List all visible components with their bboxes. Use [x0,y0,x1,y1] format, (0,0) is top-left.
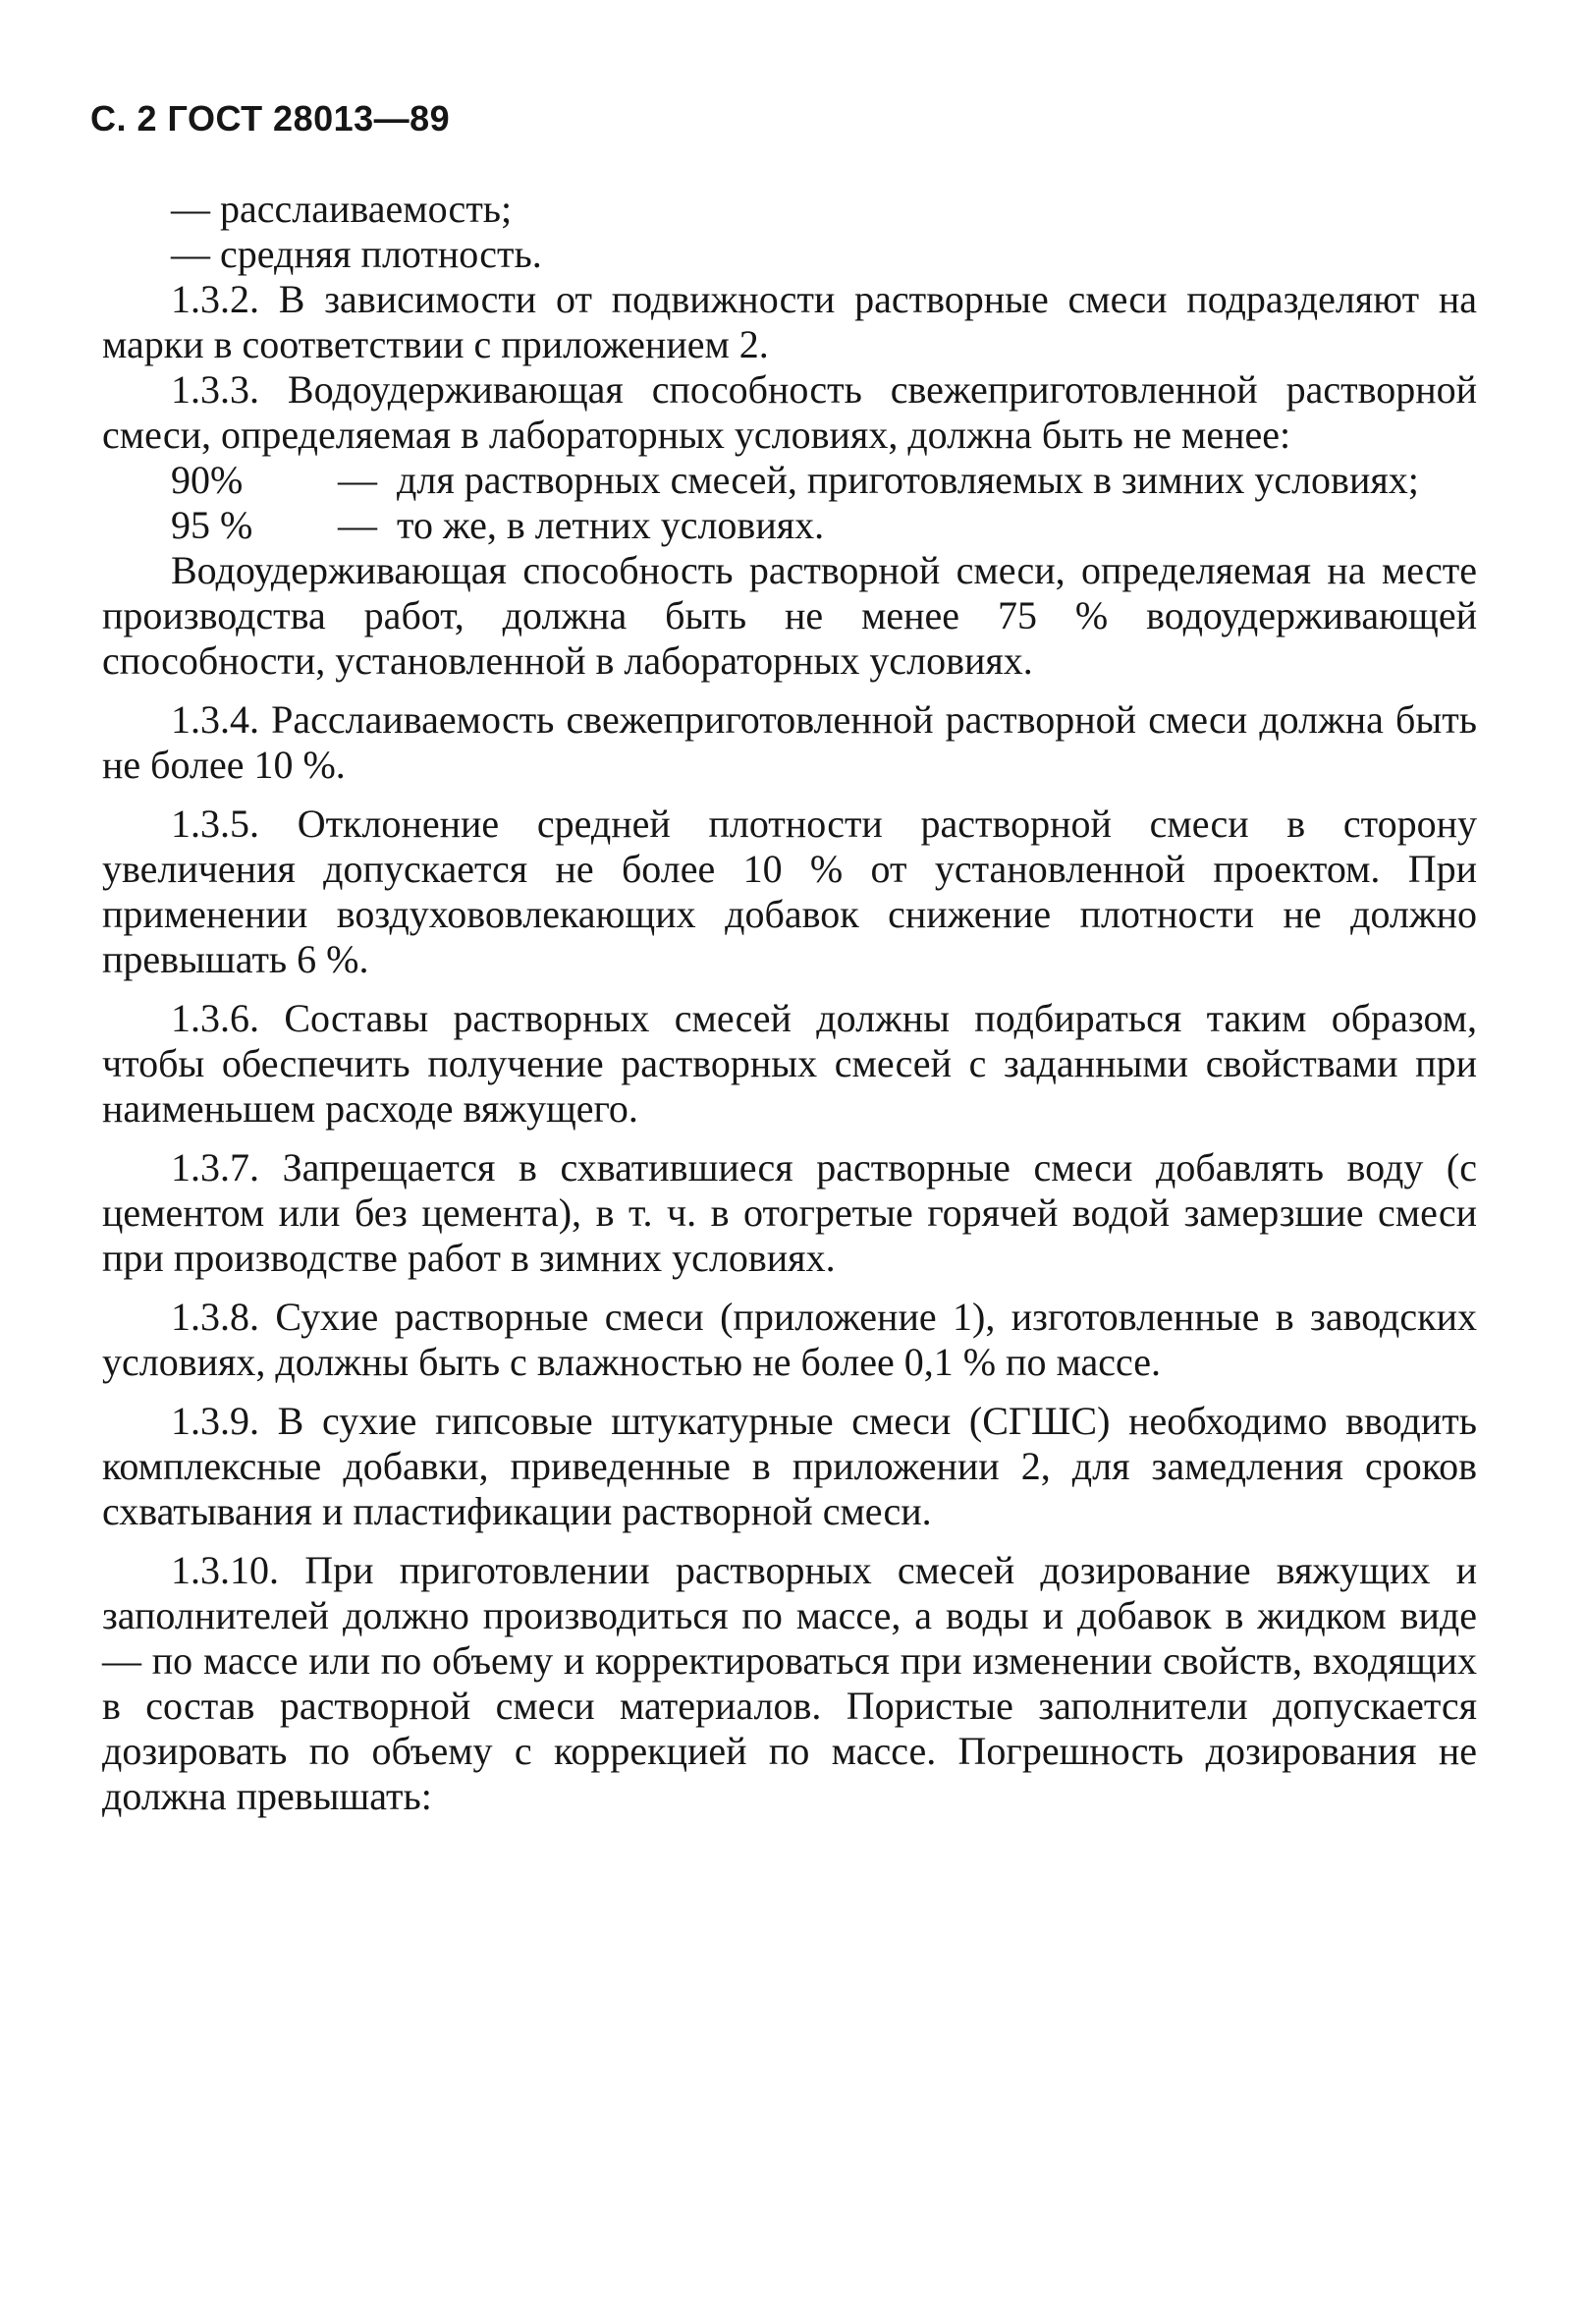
retention-winter-dash: — [338,458,377,502]
document-body [102,187,1477,1819]
paragraph-1-3-4: 1.3.4. Расслаиваемость свежеприготовленной растворной смеси должна быть не более 10 %. [102,697,1477,787]
paragraph-1-3-5: 1.3.5. Отклонение средней плотности растворной смеси в сторону увеличения допускается не более 10 % от установленной проектом. При применении воздухововлекающих добавок снижение плотности не должно превышать 6 %. [102,802,1477,981]
paragraph-1-3-3: 1.3.3. Водоудерживающая способность свежеприготовленной растворной смеси, определяемая в лабораторных условиях, должна быть не менее: [102,367,1477,457]
list-item-density: — средняя плотность. [171,232,542,276]
paragraph-1-3-2: 1.3.2. В зависимости от подвижности растворные смеси подразделяют на марки в соответствии с приложением 2. [102,277,1477,366]
page-header: С. 2 ГОСТ 28013—89 [90,98,451,138]
paragraph-1-3-6: 1.3.6. Составы растворных смесей должны подбираться таким образом, чтобы обеспечить получение растворных смесей с заданными свойствами при наименьшем расходе вяжущего. [102,996,1477,1131]
paragraph-retention-site: Водоудерживающая способность растворной смеси, определяемая на месте производства работ, должна быть не менее 75 % водоудерживающей способности, установленной в лабораторных условиях. [102,548,1477,683]
list-item-delamination: — расслаиваемость; [171,187,513,231]
retention-winter-value: 90% [171,458,244,502]
retention-summer-value: 95 % [171,503,253,547]
retention-summer-dash: — [338,503,377,547]
retention-winter-row [102,458,1477,503]
paragraph-1-3-9: 1.3.9. В сухие гипсовые штукатурные смеси (СГШС) необходимо вводить комплексные добавки, приведенные в приложении 2, для замедления сроков схватывания и пластификации растворной смеси. [102,1399,1477,1533]
retention-winter-text: для растворных смесей, приготовляемых в зимних условиях; [397,458,1419,502]
paragraph-1-3-7: 1.3.7. Запрещается в схватившиеся растворные смеси добавлять воду (с цементом или без цемента), в т. ч. в отогретые горячей водой замерзшие смеси при производстве работ в зимних условиях. [102,1145,1477,1280]
retention-summer-row [102,503,1477,548]
retention-summer-text: то же, в летних условиях. [397,503,825,547]
paragraph-1-3-10: 1.3.10. При приготовлении растворных смесей дозирование вяжущих и заполнителей должно производиться по массе, а воды и добавок в жидком виде — по массе или по объему и корректироваться при изменении свойств, входящих в состав растворной смеси материалов. Пористые заполнители допускается дозировать по объему с коррекцией по массе. Погрешность дозирования не должна превышать: [102,1548,1477,1818]
paragraph-1-3-8: 1.3.8. Сухие растворные смеси (приложение 1), изготовленные в заводских условиях, должны быть с влажностью не более 0,1 % по массе. [102,1295,1477,1384]
